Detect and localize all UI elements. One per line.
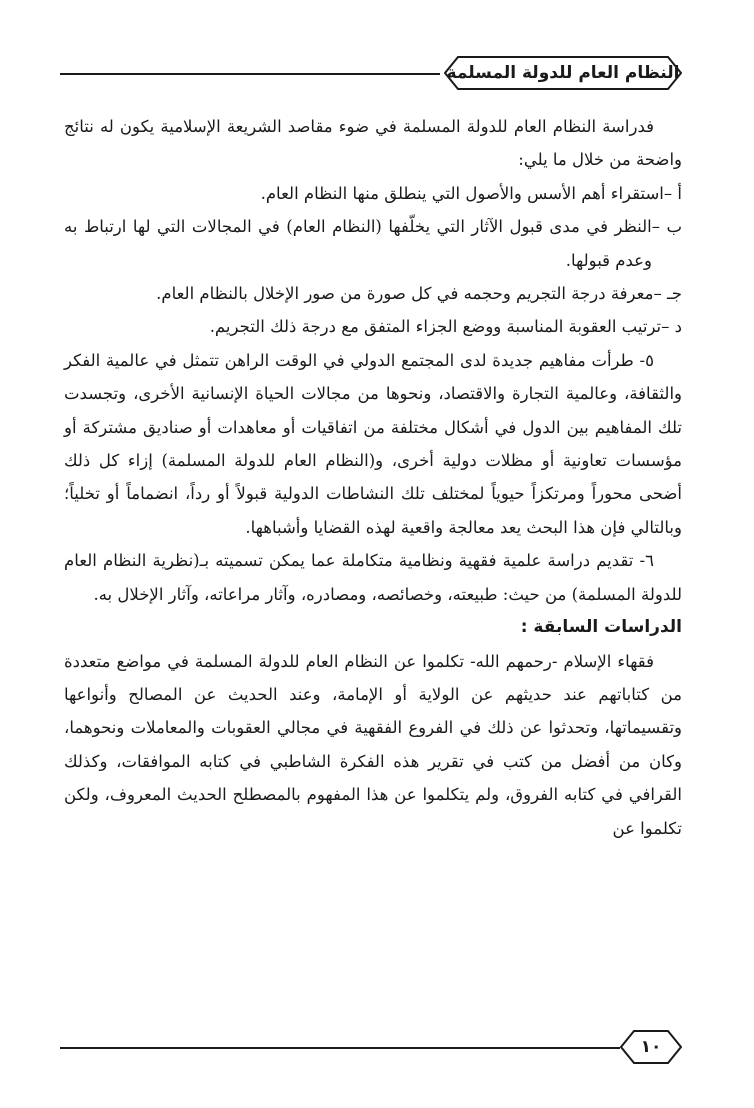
list-marker-a: أ – bbox=[663, 183, 682, 203]
footer-rule bbox=[60, 1047, 620, 1049]
intro-paragraph: فدراسة النظام العام للدولة المسلمة في ضوء مقاصد الشريعة الإسلامية يكون له نتائج واضحة من خلال ما يلي: bbox=[64, 117, 682, 170]
list-marker-d: د – bbox=[661, 317, 682, 337]
list-marker-b: ب – bbox=[651, 217, 682, 237]
header-title-frame bbox=[444, 56, 682, 90]
list-item-c bbox=[64, 277, 682, 310]
point-5-paragraph: ٥- طرأت مفاهيم جديدة لدى المجتمع الدولي في الوقت الراهن تتمثل في عالمية الفكر والثقافة، وعالمية التجارة والاقتصاد، ونحوها من مجالات الحياة الإنسانية الأخرى، وتجسدت تلك المفاهيم بين الدول في أشكال مختلفة من اتفاقيات أو معاهدات أو صناديق مشتركة أو مؤسسات تعاونية أو مظلات دولية أخرى، و(النظام العام للدولة المسلمة) إزاء كل ذلك أضحى محوراً ومرتكزاً حيوياً لمختلف تلك النشاطات الدولية قبولاً أو رداً، انضماماً أو تخلياً؛ وبالتالي فإن هذا البحث يعد معالجة واقعية لهذه القضايا وأشباهها. bbox=[64, 350, 682, 537]
point-6-paragraph: ٦- تقديم دراسة علمية فقهية ونظامية متكاملة عما يمكن تسميته بـ(نظرية النظام العام للدولة المسلمة) من حيث: طبيعته، وخصائصه، ومصادره، وآثار مراعاته، وآثار الإخلال به. bbox=[64, 551, 682, 604]
page-number-frame bbox=[620, 1030, 682, 1064]
list-text-d: ترتيب العقوبة المناسبة ووضع الجزاء المتفق مع درجة ذلك التجريم. bbox=[209, 317, 662, 337]
running-header bbox=[60, 56, 682, 92]
list-marker-c: جـ – bbox=[653, 284, 682, 304]
list-text-a: استقراء أهم الأسس والأصول التي ينطلق منها النظام العام. bbox=[260, 183, 664, 203]
section-heading: الدراسات السابقة : bbox=[520, 617, 682, 638]
list-text-c: معرفة درجة التجريم وحجمه في كل صورة من صور الإخلال بالنظام العام. bbox=[156, 284, 654, 304]
header-title: النظام العام للدولة المسلمة bbox=[446, 63, 680, 83]
list-text-b: النظر في مدى قبول الآثار التي يخلّفها (النظام العام) في المجالات التي لها ارتباط به وعدم قبولها. bbox=[64, 217, 652, 270]
page-number: ١٠ bbox=[640, 1037, 662, 1057]
header-rule bbox=[60, 73, 440, 75]
body-text bbox=[64, 110, 682, 845]
list-item-a bbox=[64, 177, 682, 210]
list-item-b bbox=[64, 210, 682, 277]
list-item-d bbox=[64, 310, 682, 343]
previous-studies-paragraph: فقهاء الإسلام -رحمهم الله- تكلموا عن النظام العام للدولة المسلمة في مواضع متعددة من كتاباتهم عند حديثهم عن الولاية أو الإمامة، وعند الحديث عن المصالح وأنواعها وتقسيماتها، وتحدثوا عن ذلك في الفروع الفقهية في مجالي العقوبات والمعاملات ونحوهما، وكان من أفضل من كتب في تقرير هذه الفكرة الشاطبي في كتابه الموافقات، وكذلك القرافي في كتابه الفروق، ولم يتكلموا عن هذا المفهوم بالمصطلح الحديث المعروف، ولكن تكلموا عن bbox=[64, 651, 682, 838]
page-footer bbox=[60, 1030, 682, 1066]
